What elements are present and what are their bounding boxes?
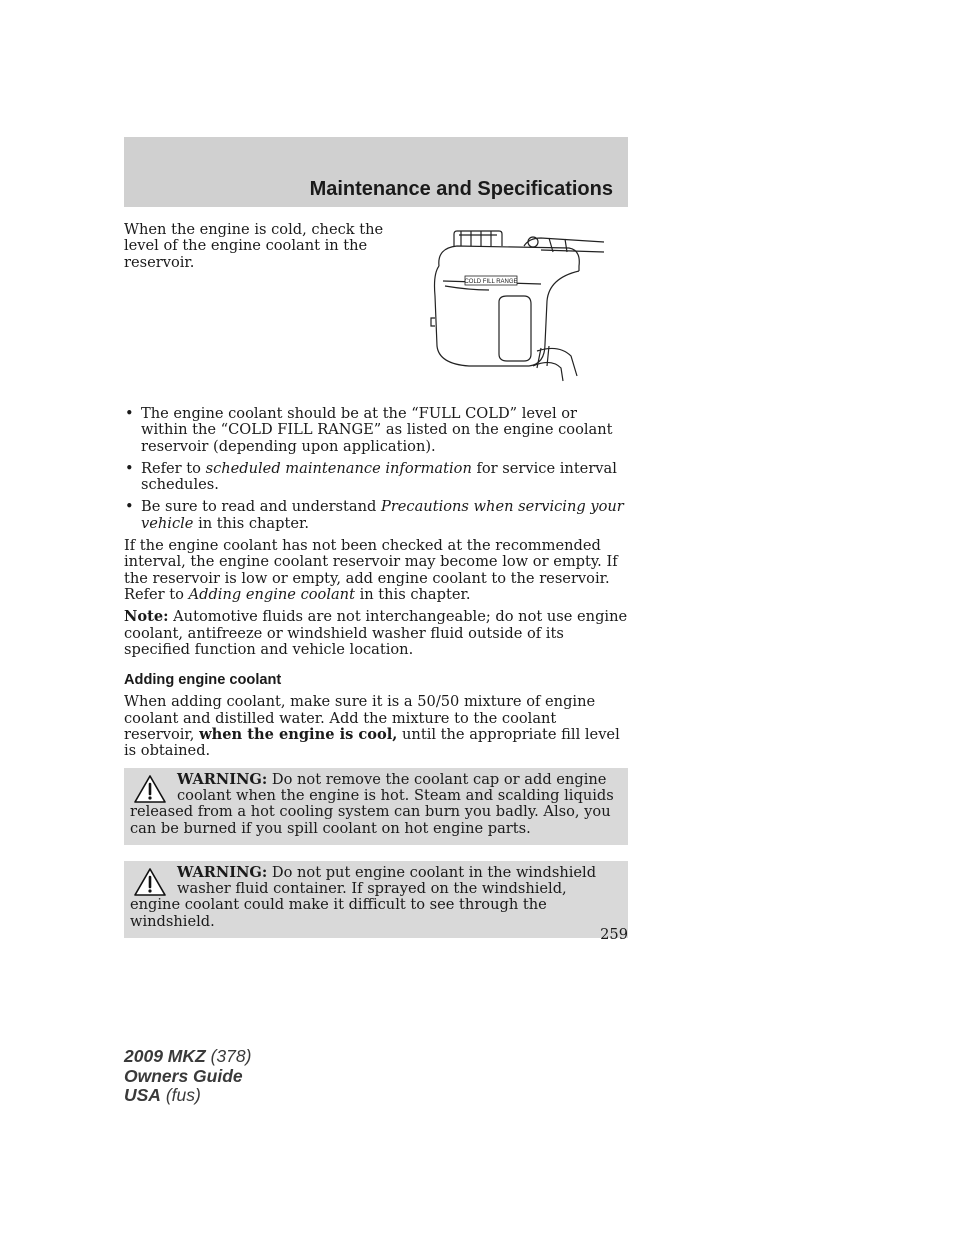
section-header: [124, 137, 628, 207]
cold-fill-range-label: COLD FILL RANGE: [464, 279, 518, 285]
note-label: Note:: [124, 608, 169, 626]
subsection-title: Adding engine coolant: [124, 672, 282, 689]
crossref-link: Adding engine coolant: [188, 585, 355, 603]
paragraph-check-interval: If the engine coolant has not been checked at the recommended interval, the engine coolant reservoir may become low or empty. If the reservoir is low or empty, add engine coolant to the reservoir. Refer to Adding engine coolant in this chapter.: [124, 537, 618, 603]
intro-block: [124, 222, 384, 392]
footer-guide: Owners Guide: [124, 1065, 243, 1086]
note-paragraph: Note: Automotive fluids are not interchangeable; do not use engine coolant, antifreeze or windshield washer fluid outside of its specified function and vehicle location.: [124, 608, 628, 658]
warning-text: WARNING: Do not remove the coolant cap or add engine coolant when the engine is hot. Steam and scalding liquids released from a hot cooling system can burn you badly. Also, you can be burned if you spill coolant on hot engine parts.: [130, 770, 614, 837]
footer-region: USA: [124, 1085, 161, 1105]
list-item: • The engine coolant should be at the “FULL COLD” level or within the “COLD FILL RANGE” as listed on the engine coolant reservoir (depending upon application).: [125, 405, 613, 455]
bullet-list: [124, 406, 628, 532]
warning-text: WARNING: Do not put engine coolant in the windshield washer fluid container. If sprayed on the windshield, engine coolant could make it difficult to see through the windshield.: [130, 863, 597, 930]
list-item: • Be sure to read and understand Precautions when servicing your vehicle in this chapter.: [125, 498, 624, 532]
intro-text: When the engine is cold, check the level of the engine coolant in the reservoir.: [124, 221, 384, 271]
footer-model: 2009 MKZ: [124, 1046, 206, 1066]
list-item: • Refer to scheduled maintenance information for service interval schedules.: [125, 459, 617, 494]
document-footer: 2009 MKZ (378) Owners Guide USA (fus): [124, 1046, 252, 1105]
page-number: 259: [600, 926, 628, 943]
warning-box: [124, 768, 628, 845]
crossref-link: scheduled maintenance information: [205, 459, 472, 477]
warning-triangle-icon: [133, 867, 167, 897]
paragraph-adding: When adding coolant, make sure it is a 50/50 mixture of engine coolant and distilled water. Add the mixture to the coolant reservoir, when the engine is cool, until the appropriate fill level is obtained.: [124, 693, 620, 760]
warning-triangle-icon: [133, 774, 167, 804]
page-content: [124, 222, 628, 938]
coolant-reservoir-illustration: [429, 226, 609, 384]
section-title: Maintenance and Specifications: [309, 178, 613, 200]
crossref-link: Precautions when servicing your vehicle: [141, 498, 624, 532]
